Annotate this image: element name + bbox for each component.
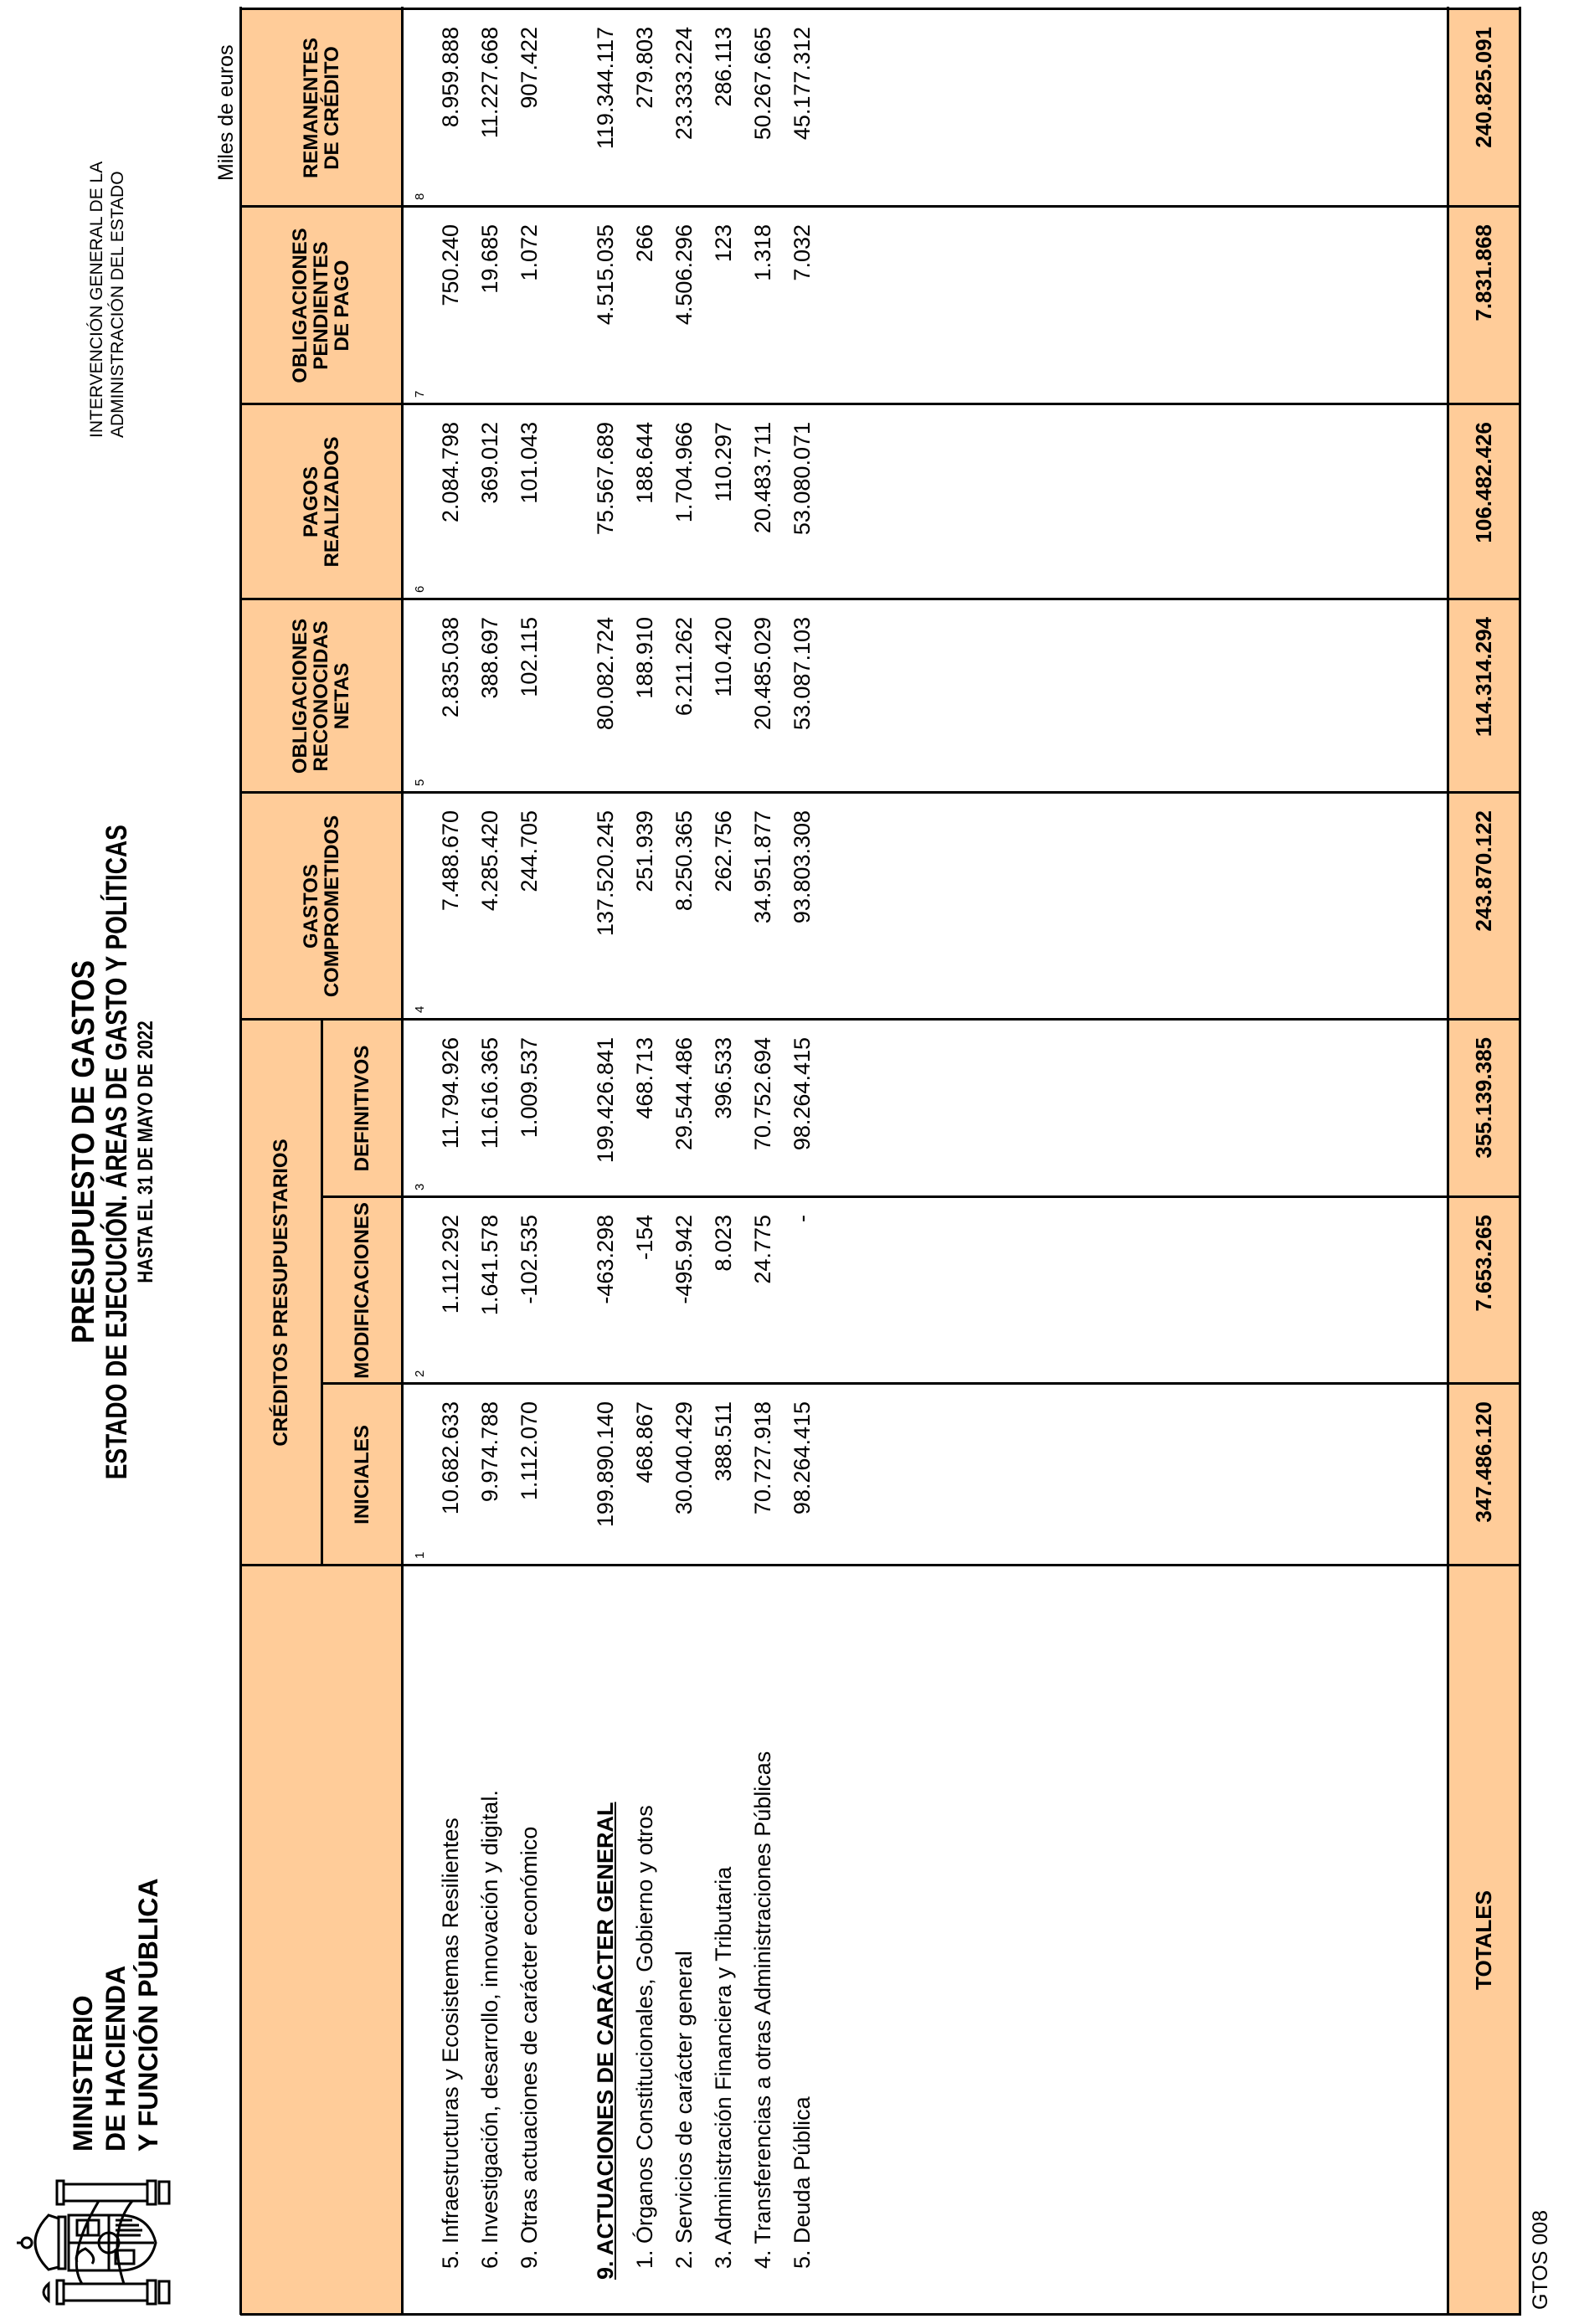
column-number: 8 [413,193,427,200]
column-divider [240,1564,1521,1566]
totals-cell: 240.825.091 [1471,27,1496,148]
table-cell: 11.616.365 [477,1037,502,1149]
ministry-line: MINISTERIO [68,1995,98,2152]
row-label: 1. Órganos Constitucionales, Gobierno y otros [632,1805,657,2269]
table-cell: 45.177.312 [790,27,815,141]
table-cell: 98.264.415 [790,1401,815,1515]
table-cell: 1.072 [517,224,542,281]
table-cell: 53.087.103 [790,617,815,731]
agency-line: ADMINISTRACIÓN DEL ESTADO [108,171,127,438]
table-cell: -495.942 [671,1215,697,1304]
row-label: 3. Administración Financiera y Tributaria [711,1866,736,2269]
table-cell: 279.803 [632,27,657,109]
table-cell: 199.426.841 [593,1037,618,1164]
table-cell: 101.043 [517,422,542,504]
date-text: HASTA EL 31 DE MAYO DE 2022 [134,1021,157,1283]
row-label: 2. Servicios de carácter general [671,1951,697,2269]
ministry-name [67,1878,165,2152]
subtitle-text: ESTADO DE EJECUCIÓN. ÁREAS DE GASTO Y POLÍTICAS [100,824,133,1480]
table-cell: 110.420 [711,617,736,697]
table-cell: 4.515.035 [593,224,618,326]
column-header: REMANENTES DE CRÉDITO [299,38,343,179]
table-cell: 10.682.633 [438,1401,463,1515]
table-cell: 262.756 [711,810,736,892]
table-cell: 244.705 [517,810,542,892]
column-divider [240,8,1521,10]
table-cell: 119.344.117 [593,27,618,150]
units-text: Miles de euros [214,44,238,181]
table-cell: -463.298 [593,1215,618,1304]
group-header-creditos: CRÉDITOS PRESUPUESTARIOS [270,1139,292,1447]
column-divider [240,1018,1521,1021]
table-cell: - [790,1215,815,1222]
table-cell: 750.240 [438,224,463,306]
table-cell: 388.697 [477,617,502,699]
report-date [134,733,157,1571]
table-cell: 388.511 [711,1401,736,1482]
column-header: INICIALES [350,1425,373,1524]
table-cell: 34.951.877 [750,810,775,924]
totals-cell: 7.653.265 [1471,1215,1496,1312]
table-cell: 23.333.224 [671,27,697,141]
table-cell: 11.227.668 [477,27,502,139]
table-cell: 50.267.665 [750,27,775,141]
column-header: DEFINITIVOS [350,1045,373,1172]
table-cell: 29.544.486 [671,1037,697,1151]
table-cell: 6.211.262 [671,617,697,717]
table-cell: 80.082.724 [593,617,618,731]
table-cell: 98.264.415 [790,1037,815,1151]
totals-cell: 347.486.120 [1471,1401,1496,1523]
form-code [1529,2210,1552,2310]
column-number: 4 [413,1005,427,1013]
totals-cell: 355.139.385 [1471,1037,1496,1159]
table-cell: 19.685 [477,224,502,294]
column-number: 1 [413,1551,427,1559]
table-cell: -154 [632,1215,657,1261]
column-divider [240,205,1521,208]
table-cell: 251.939 [632,810,657,892]
coat-of-arms-icon [15,2177,171,2307]
table-cell: 468.713 [632,1037,657,1119]
ministry-line: DE HACIENDA [100,1965,131,2152]
table-cell: 188.910 [632,617,657,699]
table-cell: 1.112.070 [517,1401,542,1501]
table-cell: 369.012 [477,422,502,504]
column-divider [321,1195,1521,1198]
table-cell: 1.009.537 [517,1037,542,1139]
table-cell: 4.285.420 [477,810,502,912]
row-label: 5. Infraestructuras y Ecosistemas Resilientes [438,1818,463,2269]
table-cell: 11.794.926 [438,1037,463,1149]
agency-line: INTERVENCIÓN GENERAL DE LA [87,161,106,438]
table-cell: 199.890.140 [593,1401,618,1528]
table-cell: 30.040.429 [671,1401,697,1515]
column-divider [240,403,1521,405]
table-cell: 1.112.292 [438,1215,463,1314]
column-header: PAGOS REALIZADOS [299,436,343,568]
table-cell: -102.535 [517,1215,542,1304]
row-label: 6. Investigación, desarrollo, innovación y digital. [477,1790,502,2269]
table-cell: 93.803.308 [790,810,815,924]
table-cell: 7.032 [790,224,815,281]
row-label: 4. Transferencias a otras Administraciones Públicas [750,1751,775,2269]
column-header: OBLIGACIONES RECONOCIDAS NETAS [289,618,353,774]
column-number: 3 [413,1183,427,1190]
table-cell: 9.974.788 [477,1401,502,1503]
table-cell: 137.520.245 [593,810,618,937]
column-divider [240,791,1521,794]
table-cell: 4.506.296 [671,224,697,326]
table-cell: 286.113 [711,27,736,107]
title-text: PRESUPUESTO DE GASTOS [66,960,101,1344]
column-divider [240,2313,1521,2316]
totals-divider [1447,7,1449,2315]
table-cell: 1.318 [750,224,775,281]
page-subtitle [101,566,133,1738]
row-label: 5. Deuda Pública [790,2096,815,2269]
table-cell: 8.250.365 [671,810,697,912]
totals-cell: 106.482.426 [1471,422,1496,543]
table-cell: 7.488.670 [438,810,463,912]
column-header: MODIFICACIONES [350,1202,373,1379]
table-cell: 266 [632,224,657,263]
table-cell: 102.115 [517,617,542,697]
table-cell: 20.483.711 [750,422,775,534]
row-label: 9. Otras actuaciones de carácter económico [517,1826,542,2269]
column-number: 6 [413,585,427,593]
agency-name [86,162,128,438]
table-cell: 2.835.038 [438,617,463,718]
table-cell: 2.084.798 [438,422,463,523]
column-number: 5 [413,779,427,786]
table-border-bottom [1519,7,1521,2315]
totals-cell: 114.314.294 [1471,617,1496,738]
table-cell: 907.422 [517,27,542,109]
totals-cell: 243.870.122 [1471,810,1496,932]
table-cell: 1.704.966 [671,422,697,523]
table-cell: 396.533 [711,1037,736,1119]
table-cell: 70.727.918 [750,1401,775,1515]
table-cell: 53.080.071 [790,422,815,536]
table-cell: 123 [711,224,736,263]
column-number: 2 [413,1370,427,1377]
column-number: 7 [413,390,427,398]
table-cell: 110.297 [711,422,736,502]
table-cell: 20.485.029 [750,617,775,731]
ministry-line: Y FUNCIÓN PÚBLICA [133,1878,163,2152]
totals-label: TOTALES [1471,1890,1496,1990]
column-header: OBLIGACIONES PENDIENTES DE PAGO [289,228,353,383]
table-cell: 468.867 [632,1401,657,1483]
page-title [67,733,100,1571]
column-divider [321,1382,1521,1385]
table-cell: 1.641.578 [477,1215,502,1316]
table-cell: 8.023 [711,1215,736,1272]
table-cell: 75.567.689 [593,422,618,536]
row-label: 9. ACTUACIONES DE CARÁCTER GENERAL [593,1802,618,2280]
form-code-text: GTOS 008 [1529,2209,1552,2310]
table-cell: 70.752.694 [750,1037,775,1151]
units-label [214,0,238,181]
totals-cell: 7.831.868 [1471,224,1496,321]
table-cell: 188.644 [632,422,657,504]
column-divider [240,598,1521,600]
column-header: GASTOS COMPROMETIDOS [299,815,343,998]
table-cell: 24.775 [750,1215,775,1284]
table-cell: 8.959.888 [438,27,463,128]
